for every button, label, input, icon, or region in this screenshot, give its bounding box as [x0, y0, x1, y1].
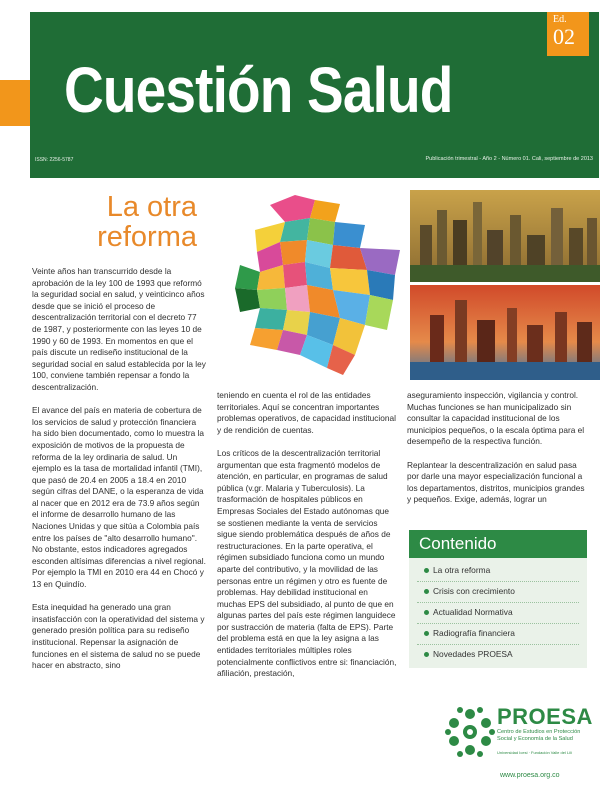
edition-number: 02 — [553, 24, 575, 49]
article-title-line-1: La otra — [106, 191, 197, 223]
colombia-map — [235, 195, 400, 375]
publication-info: Publicación trimestral - Año 2 - Número 01. Cali, septiembre de 2013 — [425, 156, 593, 162]
paragraph: Veinte años han transcurrido desde la aprobación de la ley 100 de 1993 que reformó la seguridad social en salud, y veinticinco años desde que se inició el proceso de descentralización territorial con el decreto 77 de 1987, y posteriormente con las leyes 10 de 1990 y 60 de 1993. En momentos en que el país discute un rediseño institucional de la seguridad social en salud establecida por la ley 100, conviene también repensar a fondo la descentralización. — [32, 266, 206, 392]
publication-title: Cuestión Salud — [64, 54, 453, 126]
contents-item-label: Radiografía financiera — [433, 628, 515, 638]
contents-item-label: La otra reforma — [433, 565, 491, 575]
article-column-2 — [217, 390, 397, 691]
contents-item-la-otra-reforma[interactable] — [409, 560, 587, 581]
article-title-line-2: reforma — [97, 221, 197, 253]
bullet-icon — [424, 589, 429, 594]
contents-item-novedades[interactable] — [409, 644, 587, 665]
city-photo-top — [410, 190, 600, 282]
paragraph: Replantear la descentralización en salud pasa por darle una mayor especialización funcional a los departamentos, distritos, municipios grandes y pequeños. Exige, además, lograr un — [407, 459, 585, 505]
paragraph: Esta inequidad ha generado una gran insatisfacción con la operatividad del sistema y generado presión política para su rediseño institucional. Repensar la asignación de funciones en el sistema de salud no se puede hacer en abstracto, sino — [32, 602, 205, 671]
edition-badge — [547, 12, 589, 56]
city-photo-bottom — [410, 285, 600, 380]
proesa-name: PROESA — [497, 704, 593, 729]
proesa-subtitle: Centro de Estudios en Protección Social y Economía de la Salud — [497, 729, 581, 742]
paragraph: El avance del país en materia de cobertura de los servicios de salud y protección financiera ha sido bien documentado, como lo muestra la exposición de motivos de la propuesta de reforma de la ley ordinaria de salud. Un ejemplo es la tasa de mortalidad infantil (TMI), que pasó de 20.4 en 2005 a 18.4 en 2010 según cifras del DANE, o la esperanza de vida al nacer que en 2012 era de 73.9 años según el informe de desarrollo humano de las Naciones Unidas y que sitúa a Colombia país entre los países de "alto desarrollo humano". No obstante, estos indicadores agregados esconden altísimas diferencias a nivel regional. Por ejemplo la TMI en 2010 era 44 en Chocó y 13 en Quindío. — [32, 405, 206, 590]
contents-item-actualidad[interactable] — [409, 602, 587, 623]
contents-item-label: Actualidad Normativa — [433, 607, 513, 617]
paragraph: Los críticos de la descentralización territorial argumentan que esta fragmentó modelos de atención, en particular, en programas de salud pública (v.gr. Malaria y Tuberculosis). La trasformación de hospitales públicos en Empresas Sociales del Estado autónomas que se sostienen mediante la venta de servicios sigue siendo problemática después de años de restructuraciones. En la parte operativa, el régimen subsidiado funciona como un mundo aparte del contributivo, y la movilidad de las personas entre un régimen y otro es fuente de problemas. Hay debilidad institucional en muchas EPS del subsidiado, al punto de que en algunas partes del país este régimen languidece por sustracción de materia (falta de EPS). Parte del problema está en que la ley asigna a las entidades territoriales múltiples roles potencialmente conflictivos entre si: financiación, afiliación, prestación, — [217, 447, 397, 679]
contents-header — [409, 530, 587, 558]
paragraph: teniendo en cuenta el rol de las entidades territoriales. Aquí se concentran importantes problemas operativos, de capacidad institucional y de rendición de cuentas. — [217, 390, 396, 435]
contents-title: Contenido — [419, 534, 497, 553]
contents-item-radiografia[interactable] — [409, 623, 587, 644]
proesa-partners: Universidad Icesi · Fundación Valle del Lili — [497, 750, 572, 755]
contents-item-label: Crisis con crecimiento — [433, 586, 515, 596]
proesa-flower-icon — [444, 702, 496, 762]
proesa-website-link[interactable]: www.proesa.org.co — [500, 772, 560, 779]
issn: ISSN: 2256-5787 — [35, 157, 74, 163]
contents-list — [409, 560, 587, 665]
article-title — [82, 192, 197, 252]
edition-label: Ed. — [553, 14, 567, 25]
contents-item-label: Novedades PROESA — [433, 649, 513, 659]
bullet-icon — [424, 631, 429, 636]
orange-accent-bar — [0, 80, 34, 126]
bullet-icon — [424, 568, 429, 573]
bullet-icon — [424, 610, 429, 615]
article-column-3 — [407, 390, 587, 518]
colombia-map-collage — [215, 190, 600, 380]
article-column-1 — [32, 266, 207, 683]
paragraph: aseguramiento inspección, vigilancia y control. Muchas funciones se han municipalizado sin consultar la capacidad institucional de los municipios pequeños, o la escala óptima para el desempeño de la respectiva función. — [407, 390, 585, 447]
proesa-logo-block — [444, 702, 594, 787]
contents-item-crisis[interactable] — [409, 581, 587, 602]
bullet-icon — [424, 652, 429, 657]
masthead — [30, 12, 599, 178]
contents-box — [409, 530, 587, 668]
